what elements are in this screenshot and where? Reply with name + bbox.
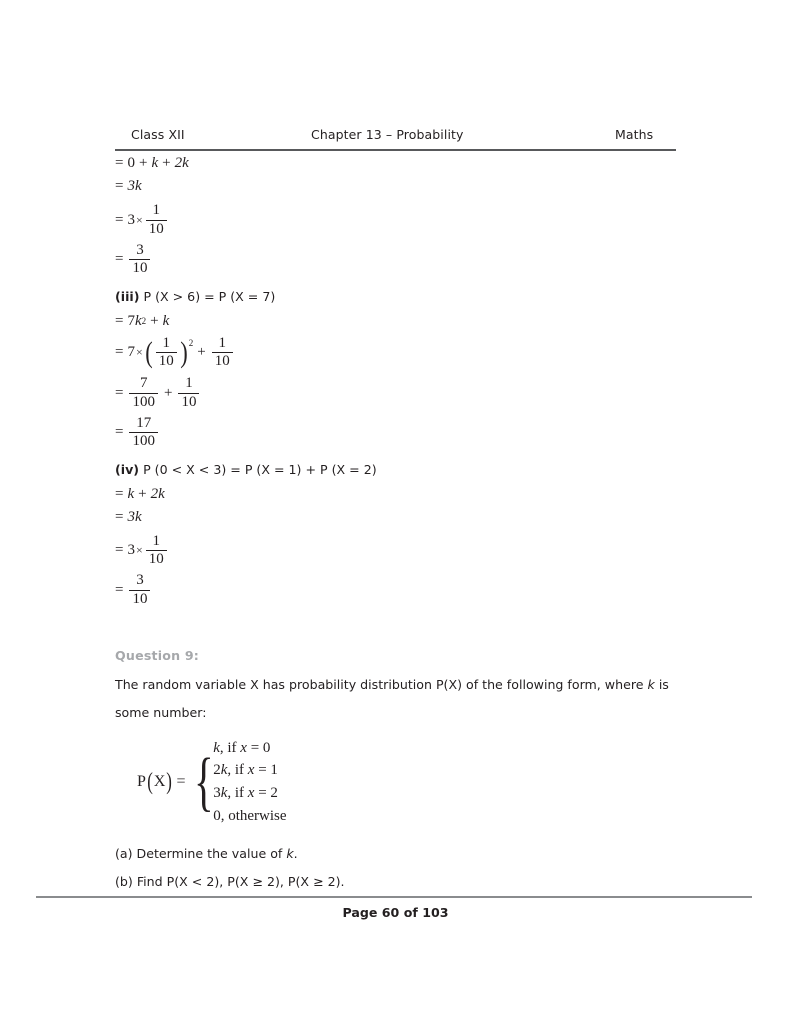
equals-sign: = <box>115 542 124 559</box>
header-subject-label: Maths <box>615 127 654 142</box>
equation-line <box>115 376 715 411</box>
question-heading: Question 9: <box>115 647 200 663</box>
fraction-numerator: 7 <box>139 375 148 392</box>
equals-sign: = <box>115 384 124 401</box>
header-chapter-label: Chapter 13 – Probability <box>311 127 464 142</box>
question-item-b: (b) Find P(X < 2), P(X ≥ 2), P(X ≥ 2). <box>115 874 345 890</box>
fraction-denominator: 10 <box>129 259 150 277</box>
equation-line <box>115 155 715 172</box>
equals-sign: = <box>115 178 124 194</box>
term-k: k <box>151 155 159 171</box>
page-number: Page 60 of 103 <box>342 905 449 920</box>
coefficient: 7 <box>127 344 135 361</box>
part-iii-statement <box>115 287 715 307</box>
fraction-denominator: 10 <box>146 220 167 238</box>
equals-sign: = <box>115 581 124 598</box>
fraction <box>178 376 199 411</box>
term-k: k <box>162 312 170 329</box>
case-row <box>213 782 286 805</box>
fraction <box>156 336 177 371</box>
page-content <box>115 155 715 892</box>
equals-sign: = <box>115 251 124 268</box>
case-condition: , if x = 1 <box>227 762 278 779</box>
equation-line <box>115 203 715 238</box>
plus-sign: + <box>162 155 171 171</box>
fraction <box>129 243 150 278</box>
equation-line <box>115 573 715 608</box>
fraction-denominator: 10 <box>212 352 233 370</box>
exponent: 2 <box>188 337 194 348</box>
page-header <box>115 127 676 151</box>
term-2k: 2k <box>150 485 165 502</box>
fraction <box>146 534 167 569</box>
footer-divider <box>36 896 752 898</box>
equals-sign: = <box>115 424 124 441</box>
fraction-numerator: 17 <box>136 414 152 431</box>
case-row <box>213 737 286 760</box>
equation-line <box>115 243 715 278</box>
term-3k: 3k <box>127 178 142 194</box>
parenthesized-fraction <box>144 336 189 371</box>
equation-line <box>115 509 715 526</box>
fraction-denominator: 10 <box>156 352 177 370</box>
case-value: k <box>220 785 228 802</box>
equals-sign: = <box>115 508 124 525</box>
equals-sign: = <box>115 344 124 361</box>
case-list <box>213 737 286 828</box>
left-parenthesis: ( <box>145 335 153 369</box>
part-iv-text: P (0 < X < 3) = P (X = 1) + P (X = 2) <box>143 462 377 478</box>
piecewise-function <box>137 737 715 828</box>
fraction-numerator: 1 <box>162 334 170 351</box>
fraction <box>129 416 158 451</box>
function-notation <box>137 768 186 795</box>
equals-sign: = <box>115 312 124 329</box>
fraction-numerator: 1 <box>152 532 160 549</box>
fraction <box>212 336 233 371</box>
case-row <box>213 805 286 828</box>
term-2k: 2k <box>174 155 189 171</box>
plus-sign: + <box>197 344 206 361</box>
case-row <box>213 759 286 782</box>
variable-k: k <box>647 676 655 692</box>
part-iv-label: (iv) <box>115 462 140 478</box>
question-body-text: The random variable X has probability distribution P(X) of the following form, where <box>115 676 644 692</box>
equation-line <box>115 486 715 503</box>
fraction-denominator: 100 <box>129 393 158 411</box>
plus-sign: + <box>138 485 147 502</box>
fraction-numerator: 1 <box>185 375 193 392</box>
case-value: k <box>213 739 220 756</box>
case-brace: { <box>193 744 214 818</box>
part-iii-text: P (X > 6) = P (X = 7) <box>143 289 276 304</box>
header-class-label: Class XII <box>131 127 185 142</box>
case-condition: , otherwise <box>220 807 287 824</box>
fraction <box>146 203 167 238</box>
fraction-denominator: 10 <box>129 590 150 608</box>
coefficient: 3 <box>127 211 135 228</box>
item-a-period: . <box>293 845 298 861</box>
fraction-denominator: 100 <box>129 432 158 450</box>
variable-k: k <box>286 845 294 861</box>
part-iv-statement <box>115 460 715 480</box>
plus-sign: + <box>138 155 148 171</box>
equation-line <box>115 534 715 569</box>
question-body <box>115 675 690 723</box>
coefficient: 3 <box>127 542 135 559</box>
multiplication-sign: × <box>135 345 143 360</box>
fraction-denominator: 10 <box>178 393 199 411</box>
question-item-a <box>115 844 715 864</box>
fraction-numerator: 1 <box>218 334 226 351</box>
fraction-numerator: 3 <box>136 572 144 589</box>
plus-sign: + <box>163 384 173 401</box>
case-condition: , if x = 0 <box>219 739 271 756</box>
function-argument: X <box>153 773 166 791</box>
fraction <box>129 376 158 411</box>
multiplication-sign: × <box>135 212 143 227</box>
equation-line <box>115 336 715 371</box>
coefficient: 7 <box>127 312 135 329</box>
term-zero: 0 <box>127 155 135 171</box>
equation-line <box>115 178 715 195</box>
term-3k: 3k <box>127 508 142 525</box>
part-iii-label: (iii) <box>115 289 140 304</box>
fraction-numerator: 1 <box>152 202 160 218</box>
equals-sign: = <box>115 211 124 228</box>
fraction-denominator: 10 <box>146 550 167 568</box>
function-name: P <box>137 773 146 791</box>
equals-sign: = <box>115 485 124 502</box>
right-parenthesis: ) <box>166 768 173 795</box>
left-parenthesis: ( <box>147 768 153 795</box>
equation-line <box>115 416 715 451</box>
term-k: k <box>127 485 135 502</box>
equals-sign: = <box>176 773 186 791</box>
multiplication-sign: × <box>135 543 143 558</box>
case-coefficient: 3 <box>213 785 221 802</box>
question-body-line2: some number: <box>115 705 207 721</box>
case-condition: , if x = 2 <box>227 785 278 802</box>
fraction-numerator: 3 <box>136 241 144 258</box>
case-value: 0 <box>213 807 221 824</box>
fraction <box>129 573 150 608</box>
item-a-text: (a) Determine the value of <box>115 845 283 861</box>
plus-sign: + <box>150 312 159 329</box>
equals-sign: = <box>115 155 124 171</box>
variable-k: k <box>134 312 142 329</box>
exponent: 2 <box>141 316 147 327</box>
equation-line <box>115 313 715 330</box>
case-coefficient: 2 <box>213 762 221 779</box>
case-value: k <box>220 762 228 779</box>
right-parenthesis: ) <box>180 335 188 369</box>
question-body-tail: is <box>658 676 669 692</box>
